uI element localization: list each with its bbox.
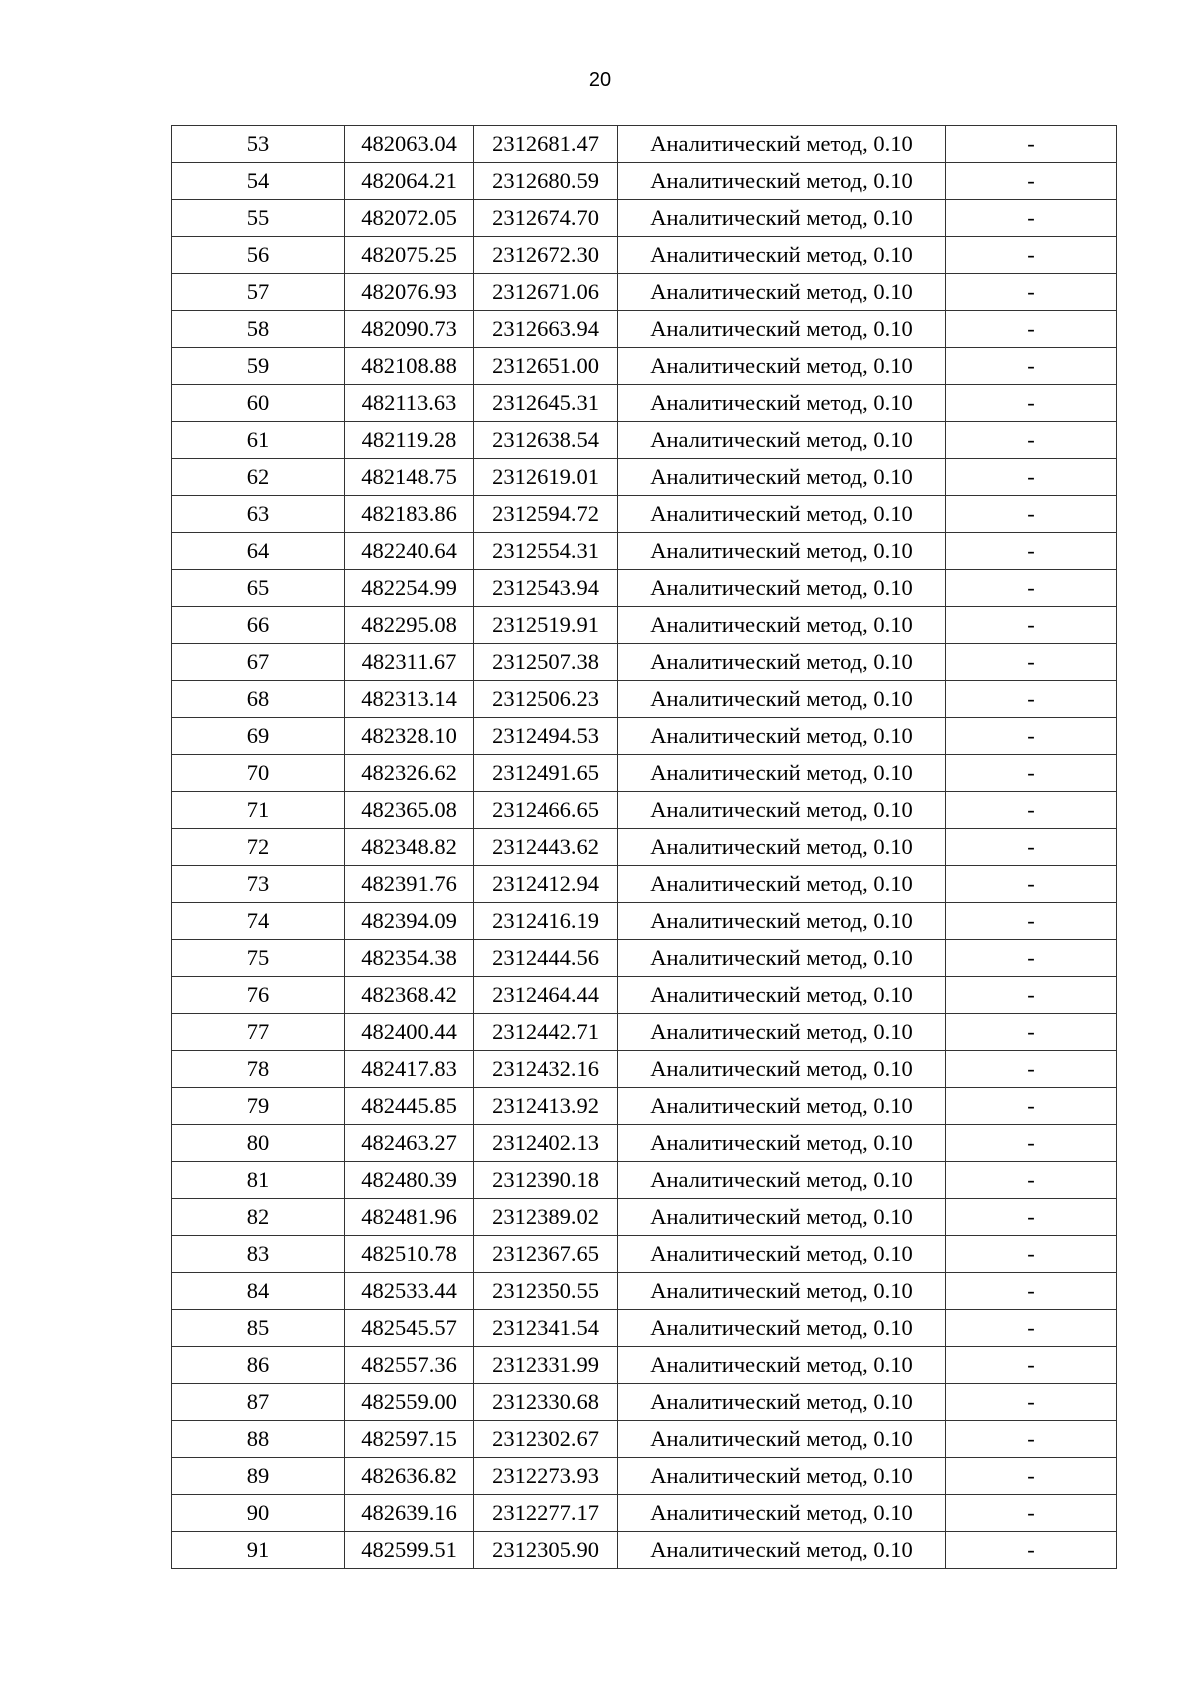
- note-cell: -: [946, 977, 1117, 1014]
- point-number-cell: 80: [172, 1125, 345, 1162]
- x-coordinate-cell: 482365.08: [345, 792, 474, 829]
- note-cell: -: [946, 607, 1117, 644]
- y-coordinate-cell: 2312331.99: [474, 1347, 618, 1384]
- point-number-cell: 86: [172, 1347, 345, 1384]
- point-number-cell: 64: [172, 533, 345, 570]
- point-number-cell: 62: [172, 459, 345, 496]
- table-row: [172, 422, 1117, 459]
- point-number-cell: 81: [172, 1162, 345, 1199]
- method-accuracy-cell: Аналитический метод, 0.10: [618, 903, 946, 940]
- note-cell: -: [946, 829, 1117, 866]
- note-cell: -: [946, 1162, 1117, 1199]
- note-cell: -: [946, 274, 1117, 311]
- note-cell: -: [946, 1421, 1117, 1458]
- method-accuracy-cell: Аналитический метод, 0.10: [618, 1273, 946, 1310]
- y-coordinate-cell: 2312277.17: [474, 1495, 618, 1532]
- table-row: [172, 903, 1117, 940]
- x-coordinate-cell: 482328.10: [345, 718, 474, 755]
- y-coordinate-cell: 2312672.30: [474, 237, 618, 274]
- x-coordinate-cell: 482557.36: [345, 1347, 474, 1384]
- note-cell: -: [946, 1347, 1117, 1384]
- note-cell: -: [946, 1495, 1117, 1532]
- y-coordinate-cell: 2312506.23: [474, 681, 618, 718]
- point-number-cell: 74: [172, 903, 345, 940]
- y-coordinate-cell: 2312367.65: [474, 1236, 618, 1273]
- note-cell: -: [946, 126, 1117, 163]
- table-row: [172, 1236, 1117, 1273]
- note-cell: -: [946, 644, 1117, 681]
- coordinates-table-body: [172, 126, 1117, 1569]
- y-coordinate-cell: 2312389.02: [474, 1199, 618, 1236]
- x-coordinate-cell: 482113.63: [345, 385, 474, 422]
- method-accuracy-cell: Аналитический метод, 0.10: [618, 496, 946, 533]
- note-cell: -: [946, 385, 1117, 422]
- method-accuracy-cell: Аналитический метод, 0.10: [618, 237, 946, 274]
- method-accuracy-cell: Аналитический метод, 0.10: [618, 200, 946, 237]
- method-accuracy-cell: Аналитический метод, 0.10: [618, 311, 946, 348]
- method-accuracy-cell: Аналитический метод, 0.10: [618, 792, 946, 829]
- point-number-cell: 83: [172, 1236, 345, 1273]
- x-coordinate-cell: 482063.04: [345, 126, 474, 163]
- table-row: [172, 1532, 1117, 1569]
- point-number-cell: 73: [172, 866, 345, 903]
- x-coordinate-cell: 482313.14: [345, 681, 474, 718]
- y-coordinate-cell: 2312594.72: [474, 496, 618, 533]
- note-cell: -: [946, 348, 1117, 385]
- x-coordinate-cell: 482368.42: [345, 977, 474, 1014]
- x-coordinate-cell: 482559.00: [345, 1384, 474, 1421]
- method-accuracy-cell: Аналитический метод, 0.10: [618, 755, 946, 792]
- point-number-cell: 91: [172, 1532, 345, 1569]
- table-row: [172, 977, 1117, 1014]
- x-coordinate-cell: 482326.62: [345, 755, 474, 792]
- y-coordinate-cell: 2312519.91: [474, 607, 618, 644]
- method-accuracy-cell: Аналитический метод, 0.10: [618, 533, 946, 570]
- x-coordinate-cell: 482311.67: [345, 644, 474, 681]
- y-coordinate-cell: 2312413.92: [474, 1088, 618, 1125]
- table-row: [172, 1051, 1117, 1088]
- point-number-cell: 67: [172, 644, 345, 681]
- x-coordinate-cell: 482394.09: [345, 903, 474, 940]
- method-accuracy-cell: Аналитический метод, 0.10: [618, 163, 946, 200]
- y-coordinate-cell: 2312273.93: [474, 1458, 618, 1495]
- method-accuracy-cell: Аналитический метод, 0.10: [618, 570, 946, 607]
- y-coordinate-cell: 2312651.00: [474, 348, 618, 385]
- point-number-cell: 76: [172, 977, 345, 1014]
- method-accuracy-cell: Аналитический метод, 0.10: [618, 1199, 946, 1236]
- x-coordinate-cell: 482597.15: [345, 1421, 474, 1458]
- method-accuracy-cell: Аналитический метод, 0.10: [618, 1384, 946, 1421]
- method-accuracy-cell: Аналитический метод, 0.10: [618, 1532, 946, 1569]
- y-coordinate-cell: 2312507.38: [474, 644, 618, 681]
- point-number-cell: 55: [172, 200, 345, 237]
- point-number-cell: 90: [172, 1495, 345, 1532]
- method-accuracy-cell: Аналитический метод, 0.10: [618, 607, 946, 644]
- table-row: [172, 1458, 1117, 1495]
- point-number-cell: 53: [172, 126, 345, 163]
- method-accuracy-cell: Аналитический метод, 0.10: [618, 459, 946, 496]
- point-number-cell: 60: [172, 385, 345, 422]
- point-number-cell: 69: [172, 718, 345, 755]
- method-accuracy-cell: Аналитический метод, 0.10: [618, 940, 946, 977]
- x-coordinate-cell: 482075.25: [345, 237, 474, 274]
- x-coordinate-cell: 482599.51: [345, 1532, 474, 1569]
- note-cell: -: [946, 570, 1117, 607]
- point-number-cell: 70: [172, 755, 345, 792]
- x-coordinate-cell: 482636.82: [345, 1458, 474, 1495]
- note-cell: -: [946, 718, 1117, 755]
- point-number-cell: 85: [172, 1310, 345, 1347]
- method-accuracy-cell: Аналитический метод, 0.10: [618, 1014, 946, 1051]
- point-number-cell: 57: [172, 274, 345, 311]
- table-row: [172, 866, 1117, 903]
- table-row: [172, 126, 1117, 163]
- x-coordinate-cell: 482400.44: [345, 1014, 474, 1051]
- note-cell: -: [946, 311, 1117, 348]
- table-row: [172, 200, 1117, 237]
- note-cell: -: [946, 866, 1117, 903]
- x-coordinate-cell: 482148.75: [345, 459, 474, 496]
- note-cell: -: [946, 1014, 1117, 1051]
- y-coordinate-cell: 2312442.71: [474, 1014, 618, 1051]
- method-accuracy-cell: Аналитический метод, 0.10: [618, 829, 946, 866]
- x-coordinate-cell: 482417.83: [345, 1051, 474, 1088]
- table-row: [172, 1347, 1117, 1384]
- table-row: [172, 1125, 1117, 1162]
- note-cell: -: [946, 422, 1117, 459]
- note-cell: -: [946, 1236, 1117, 1273]
- x-coordinate-cell: 482076.93: [345, 274, 474, 311]
- point-number-cell: 68: [172, 681, 345, 718]
- method-accuracy-cell: Аналитический метод, 0.10: [618, 422, 946, 459]
- note-cell: -: [946, 755, 1117, 792]
- method-accuracy-cell: Аналитический метод, 0.10: [618, 1236, 946, 1273]
- note-cell: -: [946, 163, 1117, 200]
- note-cell: -: [946, 681, 1117, 718]
- x-coordinate-cell: 482240.64: [345, 533, 474, 570]
- x-coordinate-cell: 482295.08: [345, 607, 474, 644]
- y-coordinate-cell: 2312671.06: [474, 274, 618, 311]
- method-accuracy-cell: Аналитический метод, 0.10: [618, 1051, 946, 1088]
- note-cell: -: [946, 1384, 1117, 1421]
- table-row: [172, 237, 1117, 274]
- page-number: 20: [588, 69, 612, 91]
- method-accuracy-cell: Аналитический метод, 0.10: [618, 644, 946, 681]
- table-row: [172, 1088, 1117, 1125]
- x-coordinate-cell: 482510.78: [345, 1236, 474, 1273]
- x-coordinate-cell: 482354.38: [345, 940, 474, 977]
- x-coordinate-cell: 482545.57: [345, 1310, 474, 1347]
- method-accuracy-cell: Аналитический метод, 0.10: [618, 348, 946, 385]
- point-number-cell: 59: [172, 348, 345, 385]
- x-coordinate-cell: 482072.05: [345, 200, 474, 237]
- point-number-cell: 66: [172, 607, 345, 644]
- y-coordinate-cell: 2312494.53: [474, 718, 618, 755]
- table-row: [172, 1421, 1117, 1458]
- point-number-cell: 75: [172, 940, 345, 977]
- y-coordinate-cell: 2312554.31: [474, 533, 618, 570]
- note-cell: -: [946, 1458, 1117, 1495]
- method-accuracy-cell: Аналитический метод, 0.10: [618, 385, 946, 422]
- method-accuracy-cell: Аналитический метод, 0.10: [618, 1495, 946, 1532]
- point-number-cell: 88: [172, 1421, 345, 1458]
- y-coordinate-cell: 2312543.94: [474, 570, 618, 607]
- note-cell: -: [946, 792, 1117, 829]
- x-coordinate-cell: 482183.86: [345, 496, 474, 533]
- table-row: [172, 496, 1117, 533]
- point-number-cell: 71: [172, 792, 345, 829]
- y-coordinate-cell: 2312432.16: [474, 1051, 618, 1088]
- note-cell: -: [946, 1273, 1117, 1310]
- point-number-cell: 61: [172, 422, 345, 459]
- point-number-cell: 65: [172, 570, 345, 607]
- x-coordinate-cell: 482445.85: [345, 1088, 474, 1125]
- table-row: [172, 829, 1117, 866]
- x-coordinate-cell: 482463.27: [345, 1125, 474, 1162]
- method-accuracy-cell: Аналитический метод, 0.10: [618, 1421, 946, 1458]
- point-number-cell: 89: [172, 1458, 345, 1495]
- point-number-cell: 84: [172, 1273, 345, 1310]
- note-cell: -: [946, 1310, 1117, 1347]
- method-accuracy-cell: Аналитический метод, 0.10: [618, 126, 946, 163]
- y-coordinate-cell: 2312390.18: [474, 1162, 618, 1199]
- point-number-cell: 54: [172, 163, 345, 200]
- table-row: [172, 459, 1117, 496]
- y-coordinate-cell: 2312302.67: [474, 1421, 618, 1458]
- method-accuracy-cell: Аналитический метод, 0.10: [618, 1310, 946, 1347]
- x-coordinate-cell: 482108.88: [345, 348, 474, 385]
- method-accuracy-cell: Аналитический метод, 0.10: [618, 1125, 946, 1162]
- y-coordinate-cell: 2312466.65: [474, 792, 618, 829]
- table-row: [172, 681, 1117, 718]
- note-cell: -: [946, 459, 1117, 496]
- table-row: [172, 718, 1117, 755]
- y-coordinate-cell: 2312341.54: [474, 1310, 618, 1347]
- table-row: [172, 348, 1117, 385]
- method-accuracy-cell: Аналитический метод, 0.10: [618, 1162, 946, 1199]
- table-row: [172, 940, 1117, 977]
- y-coordinate-cell: 2312330.68: [474, 1384, 618, 1421]
- point-number-cell: 56: [172, 237, 345, 274]
- table-row: [172, 163, 1117, 200]
- point-number-cell: 78: [172, 1051, 345, 1088]
- y-coordinate-cell: 2312645.31: [474, 385, 618, 422]
- method-accuracy-cell: Аналитический метод, 0.10: [618, 977, 946, 1014]
- y-coordinate-cell: 2312674.70: [474, 200, 618, 237]
- x-coordinate-cell: 482119.28: [345, 422, 474, 459]
- note-cell: -: [946, 237, 1117, 274]
- table-row: [172, 385, 1117, 422]
- y-coordinate-cell: 2312638.54: [474, 422, 618, 459]
- method-accuracy-cell: Аналитический метод, 0.10: [618, 1458, 946, 1495]
- point-number-cell: 79: [172, 1088, 345, 1125]
- y-coordinate-cell: 2312491.65: [474, 755, 618, 792]
- y-coordinate-cell: 2312305.90: [474, 1532, 618, 1569]
- y-coordinate-cell: 2312663.94: [474, 311, 618, 348]
- x-coordinate-cell: 482348.82: [345, 829, 474, 866]
- point-number-cell: 77: [172, 1014, 345, 1051]
- table-row: [172, 755, 1117, 792]
- note-cell: -: [946, 496, 1117, 533]
- note-cell: -: [946, 1088, 1117, 1125]
- method-accuracy-cell: Аналитический метод, 0.10: [618, 274, 946, 311]
- y-coordinate-cell: 2312680.59: [474, 163, 618, 200]
- x-coordinate-cell: 482481.96: [345, 1199, 474, 1236]
- table-row: [172, 274, 1117, 311]
- note-cell: -: [946, 533, 1117, 570]
- table-row: [172, 533, 1117, 570]
- x-coordinate-cell: 482533.44: [345, 1273, 474, 1310]
- table-row: [172, 1310, 1117, 1347]
- table-row: [172, 1199, 1117, 1236]
- method-accuracy-cell: Аналитический метод, 0.10: [618, 681, 946, 718]
- y-coordinate-cell: 2312416.19: [474, 903, 618, 940]
- note-cell: -: [946, 200, 1117, 237]
- method-accuracy-cell: Аналитический метод, 0.10: [618, 1088, 946, 1125]
- method-accuracy-cell: Аналитический метод, 0.10: [618, 866, 946, 903]
- y-coordinate-cell: 2312619.01: [474, 459, 618, 496]
- table-row: [172, 607, 1117, 644]
- table-row: [172, 1162, 1117, 1199]
- table-row: [172, 792, 1117, 829]
- x-coordinate-cell: 482090.73: [345, 311, 474, 348]
- x-coordinate-cell: 482064.21: [345, 163, 474, 200]
- point-number-cell: 58: [172, 311, 345, 348]
- y-coordinate-cell: 2312350.55: [474, 1273, 618, 1310]
- table-row: [172, 1014, 1117, 1051]
- x-coordinate-cell: 482254.99: [345, 570, 474, 607]
- x-coordinate-cell: 482391.76: [345, 866, 474, 903]
- note-cell: -: [946, 1199, 1117, 1236]
- coordinates-table: [171, 125, 1117, 1569]
- y-coordinate-cell: 2312443.62: [474, 829, 618, 866]
- y-coordinate-cell: 2312412.94: [474, 866, 618, 903]
- x-coordinate-cell: 482480.39: [345, 1162, 474, 1199]
- note-cell: -: [946, 1532, 1117, 1569]
- y-coordinate-cell: 2312464.44: [474, 977, 618, 1014]
- point-number-cell: 63: [172, 496, 345, 533]
- method-accuracy-cell: Аналитический метод, 0.10: [618, 718, 946, 755]
- x-coordinate-cell: 482639.16: [345, 1495, 474, 1532]
- table-row: [172, 1273, 1117, 1310]
- y-coordinate-cell: 2312681.47: [474, 126, 618, 163]
- note-cell: -: [946, 1051, 1117, 1088]
- y-coordinate-cell: 2312402.13: [474, 1125, 618, 1162]
- table-row: [172, 644, 1117, 681]
- point-number-cell: 72: [172, 829, 345, 866]
- table-row: [172, 1384, 1117, 1421]
- note-cell: -: [946, 940, 1117, 977]
- note-cell: -: [946, 1125, 1117, 1162]
- point-number-cell: 87: [172, 1384, 345, 1421]
- method-accuracy-cell: Аналитический метод, 0.10: [618, 1347, 946, 1384]
- table-row: [172, 311, 1117, 348]
- table-row: [172, 570, 1117, 607]
- note-cell: -: [946, 903, 1117, 940]
- y-coordinate-cell: 2312444.56: [474, 940, 618, 977]
- table-row: [172, 1495, 1117, 1532]
- point-number-cell: 82: [172, 1199, 345, 1236]
